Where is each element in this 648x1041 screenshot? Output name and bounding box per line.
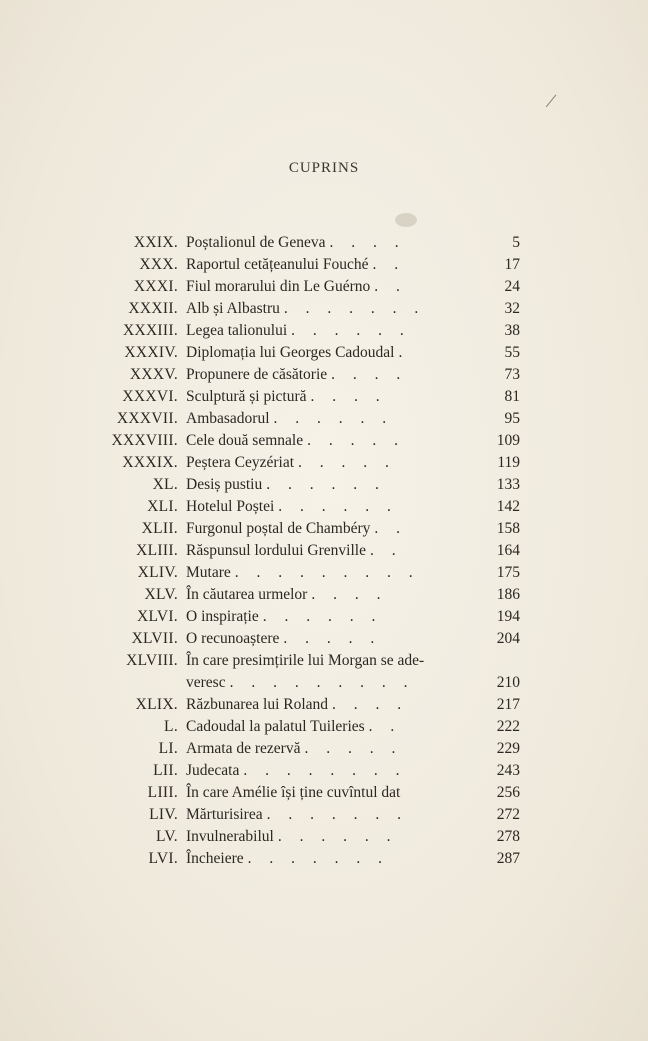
chapter-title: Diplomația lui Georges Cadoudal (186, 344, 395, 361)
chapter-title: Sculptură și pictură (186, 388, 307, 405)
chapter-title-line (186, 430, 471, 452)
chapter-title: Fiul morarului din Le Guérno (186, 278, 371, 295)
chapter-title-line (186, 694, 471, 716)
page-number: 256 (496, 784, 520, 801)
page-number: 81 (504, 388, 520, 405)
toc-entry (0, 562, 648, 584)
toc-entry (0, 232, 648, 254)
page-number: 222 (496, 718, 520, 735)
chapter-title: Răspunsul lordului Grenville (186, 542, 366, 559)
dot-leader: . . . . . . (266, 476, 386, 493)
chapter-title-line (186, 320, 471, 342)
page-number: 175 (496, 564, 520, 581)
chapter-number: XLVI. (137, 608, 178, 625)
dot-leader: . . . . (332, 696, 409, 713)
toc-entry (0, 782, 648, 804)
chapter-title: Hotelul Poștei (186, 498, 275, 515)
dot-leader: . . . . . (283, 630, 382, 647)
chapter-title: Raportul cetățeanului Fouché (186, 256, 369, 273)
dot-leader: . (398, 344, 410, 361)
toc-entry (0, 826, 648, 848)
toc-entry (0, 584, 648, 606)
page-number: 32 (504, 300, 520, 317)
page-number: 55 (504, 344, 520, 361)
page-number: 243 (496, 762, 520, 779)
chapter-title: O recunoaștere (186, 630, 280, 647)
page-number: 133 (496, 476, 520, 493)
chapter-number: XLV. (144, 586, 178, 603)
chapter-number: XXXI. (133, 278, 178, 295)
page-number: 24 (504, 278, 520, 295)
toc-entry (0, 628, 648, 650)
chapter-number: XXXVI. (122, 388, 178, 405)
chapter-title: veresc (186, 674, 226, 691)
dot-leader: . . . . . . (278, 498, 398, 515)
chapter-title: Poștalionul de Geneva (186, 234, 326, 251)
toc-entry (0, 760, 648, 782)
chapter-number: XXXIX. (122, 454, 178, 471)
chapter-title-line (186, 276, 471, 298)
page-number: 217 (496, 696, 520, 713)
smudge-mark (395, 213, 417, 227)
dot-leader: . . . . . . . (247, 850, 390, 867)
chapter-title-line (186, 386, 471, 408)
chapter-title: Cadoudal la palatul Tuileries (186, 718, 365, 735)
dot-leader: . . . . (311, 586, 388, 603)
toc-entry (0, 848, 648, 870)
page-number: 109 (496, 432, 520, 449)
page-number: 164 (496, 542, 520, 559)
chapter-number: XXX. (139, 256, 178, 273)
dot-leader: . . . . . . (262, 608, 383, 625)
dot-leader: . . (374, 520, 408, 537)
chapter-number: L. (164, 718, 178, 735)
toc-entry (0, 408, 648, 430)
dot-leader: . . (374, 278, 407, 295)
toc-entry (0, 496, 648, 518)
chapter-title: Mărturisirea (186, 806, 263, 823)
chapter-number: XL. (152, 476, 178, 493)
toc-entry (0, 452, 648, 474)
page-number: 186 (496, 586, 520, 603)
toc-entry (0, 650, 648, 672)
toc-entry (0, 254, 648, 276)
chapter-title: Legea talionului (186, 322, 288, 339)
chapter-title: Mutare (186, 564, 231, 581)
chapter-title-line (186, 782, 471, 804)
page-number: 210 (496, 674, 520, 691)
chapter-title-line (186, 232, 471, 254)
chapter-number: XXXII. (128, 300, 178, 317)
chapter-title-line (186, 518, 471, 540)
chapter-title: În căutarea urmelor (186, 586, 308, 603)
chapter-title: Desiș pustiu (186, 476, 263, 493)
chapter-number: XLVIII. (126, 652, 178, 669)
chapter-number: XXIX. (133, 234, 178, 251)
chapter-title: Judecata (186, 762, 240, 779)
dot-leader: . . . . . . (273, 410, 394, 427)
chapter-title-line (186, 672, 471, 694)
toc-entry (0, 540, 648, 562)
dot-leader: . . . . . (304, 740, 403, 757)
chapter-title-line (186, 364, 471, 386)
chapter-number: LV. (155, 828, 178, 845)
dot-leader (400, 784, 404, 801)
chapter-title: Ambasadorul (186, 410, 270, 427)
dot-leader: . . . . . . (291, 322, 411, 339)
page-number: 229 (496, 740, 520, 757)
chapter-number: XLIII. (136, 542, 178, 559)
chapter-title-line (186, 254, 471, 276)
chapter-number: XXXIV. (124, 344, 178, 361)
chapter-title: În care Amélie își ține cuvîntul dat (186, 784, 401, 801)
chapter-number: XXXV. (129, 366, 178, 383)
table-of-contents (0, 232, 648, 870)
chapter-title: Alb și Albastru (186, 300, 280, 317)
chapter-title-line (186, 540, 471, 562)
page-number: 5 (512, 234, 520, 251)
page-number: 142 (496, 498, 520, 515)
chapter-number: XXXIII. (122, 322, 178, 339)
chapter-title: Armata de rezervă (186, 740, 301, 757)
chapter-title-line (186, 562, 471, 584)
page-number: 73 (504, 366, 520, 383)
chapter-number: LIV. (149, 806, 178, 823)
dot-leader: . . . . . . . . (243, 762, 407, 779)
toc-entry (0, 386, 648, 408)
toc-entry (0, 738, 648, 760)
chapter-title: Răzbunarea lui Roland (186, 696, 329, 713)
chapter-title-line (186, 650, 471, 672)
chapter-title: Invulnerabilul (186, 828, 274, 845)
chapter-number: LIII. (147, 784, 178, 801)
chapter-title: În care presimțirile lui Morgan se ade- (186, 652, 425, 669)
dot-leader: . . . . . (307, 432, 405, 449)
chapter-title-line (186, 804, 471, 826)
chapter-number: XXXVIII. (111, 432, 178, 449)
page-number: 17 (504, 256, 520, 273)
dot-leader: . . . . . . . . . (229, 674, 415, 691)
toc-entry (0, 320, 648, 342)
page-number: 204 (496, 630, 520, 647)
chapter-title-line (186, 342, 471, 364)
chapter-title-line (186, 738, 471, 760)
dot-leader (424, 652, 428, 669)
chapter-title: Furgonul poștal de Chambéry (186, 520, 371, 537)
toc-entry (0, 298, 648, 320)
toc-entry (0, 804, 648, 826)
chapter-title: Propunere de căsătorie (186, 366, 328, 383)
chapter-title-line (186, 760, 471, 782)
chapter-title-line (186, 298, 471, 320)
chapter-number: XLVII. (131, 630, 178, 647)
toc-entry (0, 276, 648, 298)
chapter-title-line (186, 408, 471, 430)
page-number: 272 (496, 806, 520, 823)
dot-leader: . . (369, 542, 403, 559)
chapter-title: O inspirație (186, 608, 259, 625)
toc-entry (0, 430, 648, 452)
toc-entry (0, 672, 648, 694)
chapter-title-line (186, 474, 471, 496)
chapter-number: XLI. (147, 498, 178, 515)
dot-leader: . . . . . . . . . (234, 564, 420, 581)
page-number: 278 (496, 828, 520, 845)
chapter-title-line (186, 496, 471, 518)
dot-leader: . . . . (329, 234, 406, 251)
dot-leader: . . (372, 256, 406, 273)
chapter-number: LVI. (148, 850, 178, 867)
chapter-title-line (186, 848, 471, 870)
dot-leader: . . . . . . . (283, 300, 426, 317)
chapter-number: LI. (158, 740, 178, 757)
chapter-title-line (186, 716, 471, 738)
chapter-number: XLIV. (137, 564, 178, 581)
page-number: 158 (496, 520, 520, 537)
chapter-title-line (186, 584, 471, 606)
dot-leader: . . . . (331, 366, 408, 383)
toc-entry (0, 518, 648, 540)
toc-entry (0, 364, 648, 386)
chapter-title-line (186, 606, 471, 628)
page-title: CUPRINS (288, 160, 360, 176)
page-number: 119 (497, 454, 520, 471)
dot-leader: . . . . . (298, 454, 396, 471)
toc-entry (0, 342, 648, 364)
pencil-mark: / (544, 87, 559, 114)
dot-leader: . . (368, 718, 402, 735)
chapter-number: XLII. (141, 520, 178, 537)
page-number: 194 (496, 608, 520, 625)
page-number: 95 (504, 410, 520, 427)
chapter-number: LII. (153, 762, 178, 779)
dot-leader: . . . . (310, 388, 387, 405)
chapter-title-line (186, 452, 471, 474)
toc-entry (0, 474, 648, 496)
dot-leader: . . . . . . (277, 828, 398, 845)
chapter-title: Cele două semnale (186, 432, 304, 449)
toc-entry (0, 694, 648, 716)
toc-entry (0, 606, 648, 628)
page-number: 38 (504, 322, 520, 339)
chapter-title: Încheiere (186, 850, 244, 867)
chapter-title-line (186, 628, 471, 650)
dot-leader: . . . . . . . (266, 806, 408, 823)
chapter-title-line (186, 826, 471, 848)
page-number: 287 (496, 850, 520, 867)
chapter-number: XXXVII. (116, 410, 178, 427)
chapter-number: XLIX. (135, 696, 178, 713)
chapter-title: Peștera Ceyzériat (186, 454, 295, 471)
toc-entry (0, 716, 648, 738)
